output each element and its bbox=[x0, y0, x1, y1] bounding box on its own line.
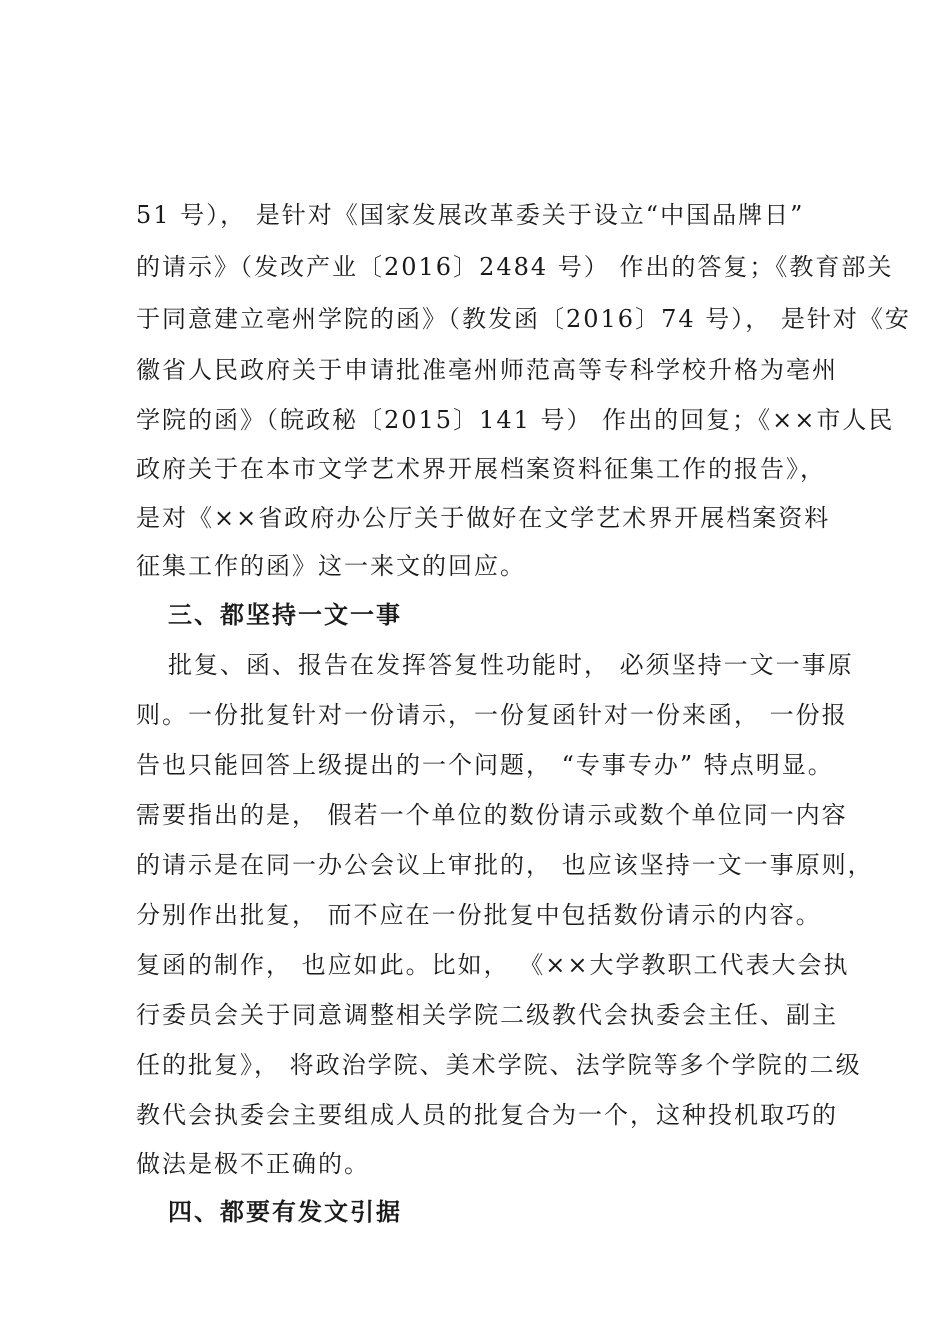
paragraph-line: 学院的函》（皖政秘〔2015〕141 号） 作出的回复；《××市人民 bbox=[136, 406, 895, 434]
paragraph-line: 任的批复》， 将政治学院、美术学院、法学院等多个学院的二级 bbox=[136, 1051, 862, 1079]
paragraph-line: 征集工作的函》这一来文的回应。 bbox=[136, 552, 526, 580]
paragraph-line: 则。一份批复针对一份请示，一份复函针对一份来函， 一份报 bbox=[136, 701, 848, 729]
paragraph-line: 的请示》（发改产业〔2016〕2484 号） 作出的答复；《教育部关 bbox=[136, 253, 894, 281]
paragraph-line: 政府关于在本市文学艺术界开展档案资料征集工作的报告》， bbox=[136, 455, 826, 483]
paragraph-line: 分别作出批复， 而不应在一份批复中包括数份请示的内容。 bbox=[136, 901, 822, 929]
paragraph-line: 行委员会关于同意调整相关学院二级教代会执委会主任、副主 bbox=[136, 1001, 838, 1029]
paragraph-line: 批复、函、报告在发挥答复性功能时， 必须坚持一文一事原 bbox=[168, 651, 854, 679]
paragraph-line: 需要指出的是， 假若一个单位的数份请示或数个单位同一内容 bbox=[136, 801, 848, 829]
paragraph-line: 教代会执委会主要组成人员的批复合为一个，这种投机取巧的 bbox=[136, 1101, 838, 1129]
paragraph-line: 复函的制作， 也应如此。比如， 《××大学教职工代表大会执 bbox=[136, 951, 850, 979]
paragraph-line: 告也只能回答上级提出的一个问题， “专事专办” 特点明显。 bbox=[136, 751, 834, 779]
paragraph-line: 是对《××省政府办公厅关于做好在文学艺术界开展档案资料 bbox=[136, 504, 831, 532]
paragraph-line: 做法是极不正确的。 bbox=[136, 1150, 370, 1178]
paragraph-line: 徽省人民政府关于申请批准亳州师范高等专科学校升格为亳州 bbox=[136, 356, 838, 384]
paragraph-line: 51 号）， 是针对《国家发展改革委关于设立“中国品牌日” bbox=[136, 201, 805, 229]
paragraph-line: 的请示是在同一办公会议上审批的， 也应该坚持一文一事原则， bbox=[136, 851, 874, 879]
section-heading: 四、都要有发文引据 bbox=[168, 1197, 402, 1226]
section-heading: 三、都坚持一文一事 bbox=[168, 600, 402, 629]
paragraph-line: 于同意建立亳州学院的函》（教发函〔2016〕74 号）， 是针对《安 bbox=[136, 305, 911, 333]
